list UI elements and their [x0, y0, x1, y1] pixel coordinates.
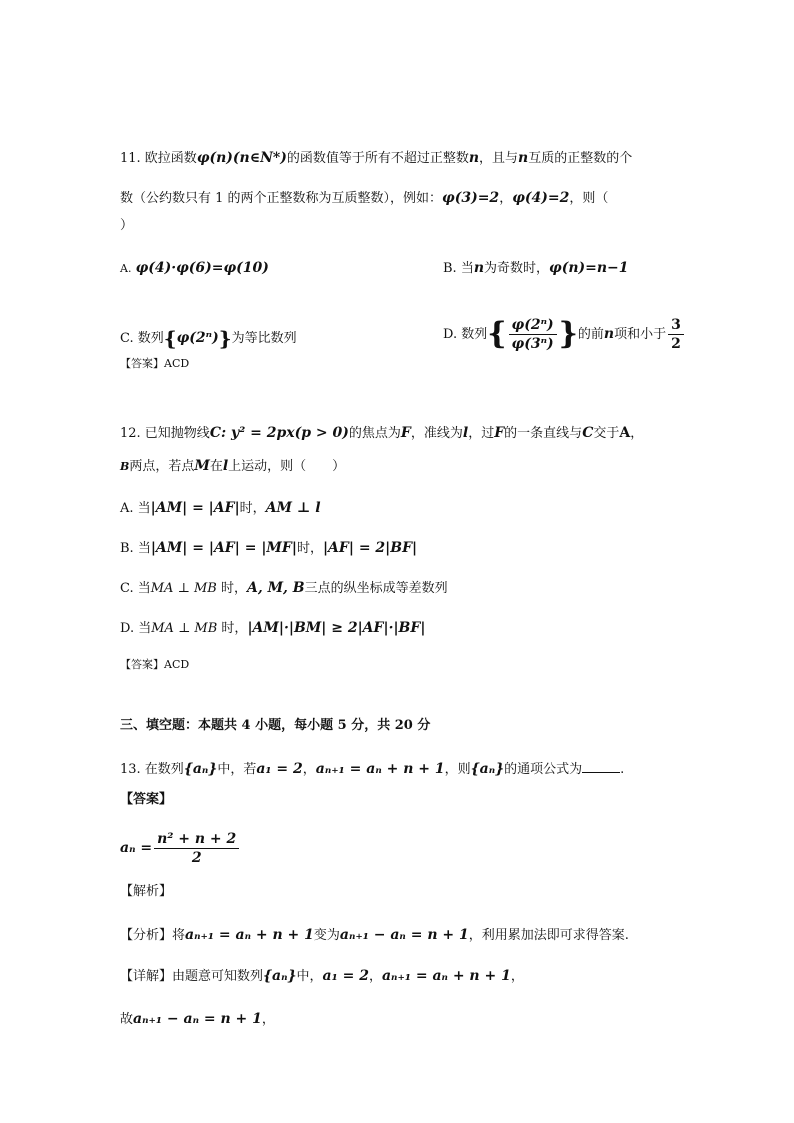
- q13-answer-label: 【答案】: [120, 792, 173, 807]
- q11-text: 的函数值等于所有不超过正整数: [286, 151, 469, 166]
- q11-text: ，且与: [479, 151, 519, 166]
- answer-blank: [582, 760, 620, 773]
- q11-example: φ(3)=2: [442, 190, 500, 206]
- q11-example: φ(4)=2: [512, 190, 570, 206]
- q12-option-b: B. 当|AM| = |AF| = |MF|时，|AF| = 2|BF|: [120, 540, 418, 556]
- q12-label: 12. 已知抛物线: [120, 426, 210, 441]
- option-fraction-3-2: $\frac{3}{2}$: [668, 316, 684, 353]
- q11-option-c: C. 数列{φ(2ⁿ)}为等比数列: [120, 326, 297, 351]
- answer-fraction: $\frac{\text{n² + n + 2}}{2}$: [154, 830, 239, 867]
- q13-gu: 故aₙ₊₁ − aₙ = n + 1，: [120, 1011, 275, 1027]
- q12-line1: 12. 已知抛物线C: y² = 2px(p > 0)的焦点为F，准线为l，过F的一条直线与C交于A，: [120, 425, 644, 441]
- q11-option-d: D. 数列{ $\frac{\text{φ(2ⁿ)}}{\text{φ(3ⁿ)}}$ }的前n项和小于 $\frac{3}{2}$: [443, 316, 686, 353]
- q13-analysis-label: 【解析】: [120, 884, 173, 899]
- q13-question: 13. 在数列{aₙ}中，若a₁ = 2，aₙ₊₁ = aₙ + n + 1，则{aₙ}的通项公式为 .: [120, 761, 625, 777]
- q12-option-d: D. 当MA ⊥ MB 时，|AM|·|BM| ≥ 2|AF|·|BF|: [120, 620, 426, 636]
- option-fraction: $\frac{\text{φ(2ⁿ)}}{\text{φ(3ⁿ)}}$: [509, 316, 557, 353]
- q11-option-a: [120, 258, 269, 279]
- q13-answer-formula: aₙ = $\frac{\text{n² + n + 2}}{2}$: [120, 830, 241, 867]
- q13-fenxi: 【分析】将aₙ₊₁ = aₙ + n + 1变为aₙ₊₁ − aₙ = n + 1，利用累加法即可求得答案.: [120, 927, 629, 943]
- option-formula: φ(2ⁿ): [176, 330, 219, 346]
- q12-option-c: C. 当MA ⊥ MB 时，A, M, B三点的纵坐标成等差数列: [120, 580, 448, 596]
- q11-line2: [120, 188, 608, 209]
- option-formula: φ(4)·φ(6)=φ(10): [135, 260, 269, 276]
- q12-line2: B两点，若点M在l上运动，则（ ）: [120, 458, 346, 474]
- option-var: n: [473, 260, 485, 276]
- q11-option-b: [443, 258, 629, 279]
- q11-line3: ）: [120, 218, 134, 233]
- option-label: A.: [120, 262, 132, 275]
- section-heading: 三、填空题：本题共 4 小题，每小题 5 分，共 20 分: [120, 718, 431, 733]
- option-label: B. 当: [443, 261, 474, 276]
- q11-text: 数（公约数只有 1 的两个正整数称为互质整数），例如：: [120, 191, 443, 206]
- q11-answer: 【答案】ACD: [120, 357, 190, 370]
- q12-curve: C: y² = 2px(p > 0): [209, 425, 349, 441]
- q11-var: n: [468, 150, 480, 166]
- option-var: n: [603, 326, 615, 342]
- q11-func: φ(n)(n∈N*): [196, 150, 287, 166]
- option-text: 为等比数列: [231, 331, 297, 346]
- option-formula: φ(n)=n−1: [549, 260, 629, 276]
- option-label: D. 数列: [443, 327, 488, 342]
- q11-line1: [120, 148, 632, 169]
- q13-xiangjie: 【详解】由题意可知数列{aₙ}中，a₁ = 2，aₙ₊₁ = aₙ + n + 1，: [120, 968, 524, 984]
- q11-text: 互质的正整数的个: [528, 151, 633, 166]
- q11-var: n: [518, 150, 529, 166]
- option-text: 的前: [577, 327, 604, 342]
- q12-option-a: A. 当|AM| = |AF|时，AM ⊥ l: [120, 500, 321, 516]
- q11-text: ，: [499, 191, 513, 206]
- q12-answer: 【答案】ACD: [120, 658, 190, 671]
- option-label: C. 数列: [120, 331, 164, 346]
- q11-text: ，则（: [569, 191, 609, 206]
- option-text: 为奇数时，: [484, 261, 550, 276]
- option-text: 项和小于: [614, 327, 667, 342]
- q11-label: 11. 欧拉函数: [120, 151, 197, 166]
